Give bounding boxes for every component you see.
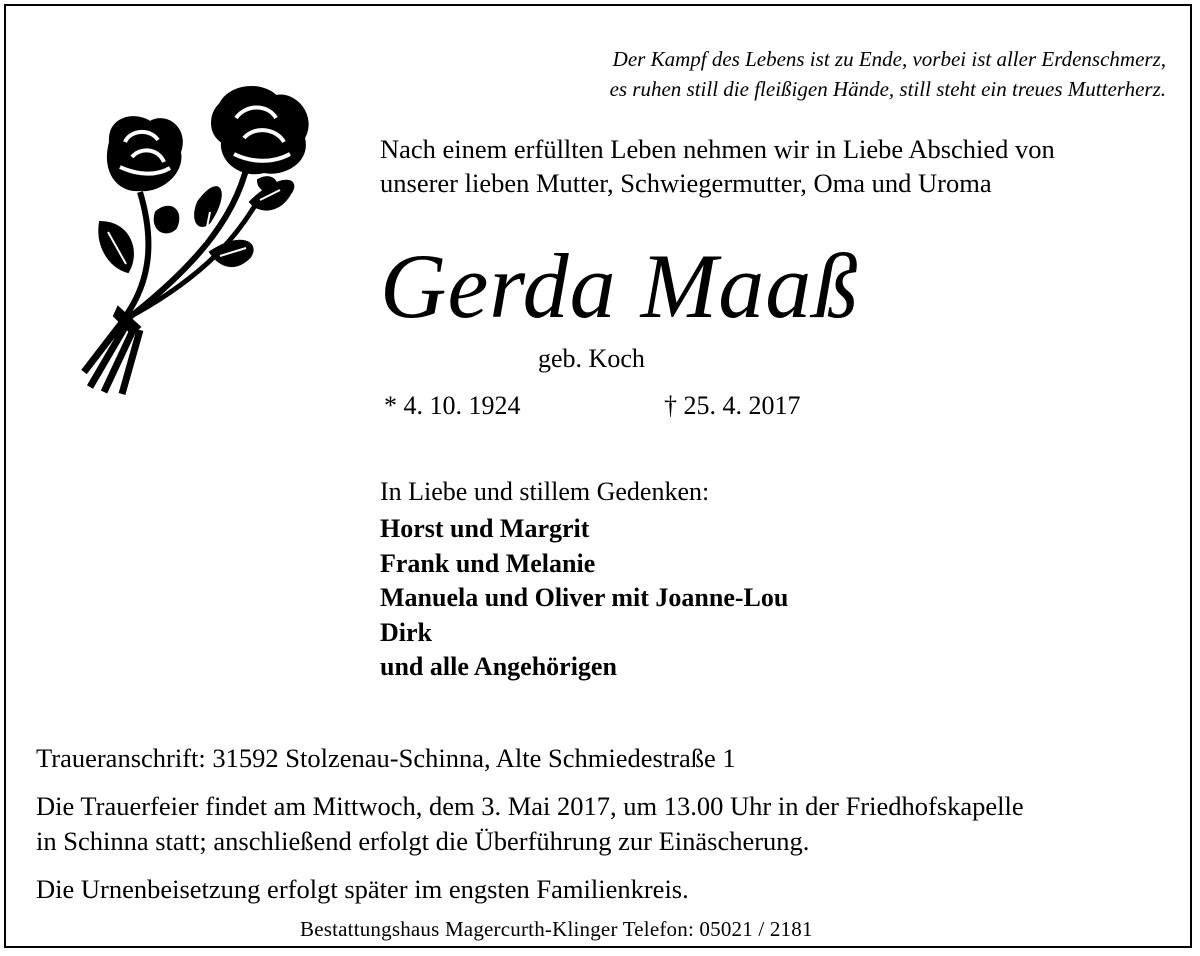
intro-text <box>380 132 1055 200</box>
undertaker-contact: Bestattungshaus Magercurth-Klinger Telefon: 05021 / 2181 <box>300 917 813 941</box>
birth-date: * 4. 10. 1924 <box>384 391 521 420</box>
death-date: † 25. 4. 2017 <box>664 391 801 420</box>
mourner-entry: Manuela und Oliver mit Joanne-Lou <box>380 583 789 612</box>
funeral-service-info <box>36 789 1176 858</box>
service-line-2: in Schinna statt; anschließend erfolgt die Überführung zur Einäscherung. <box>36 825 810 856</box>
service-line-1: Die Trauerfeier findet am Mittwoch, dem 3. Mai 2017, um 13.00 Uhr in der Friedhofskapelle <box>36 791 1024 821</box>
mourners-list <box>380 512 788 685</box>
motto-line-2: es ruhen still die fleißigen Hände, still steht ein treues Mutterherz. <box>609 77 1166 101</box>
mourner-entry: Horst und Margrit <box>380 514 590 543</box>
motto-line-1: Der Kampf des Lebens ist zu Ende, vorbei ist aller Erdenschmerz, <box>612 47 1166 71</box>
intro-line-2: unserer lieben Mutter, Schwiegermutter, Oma und Uroma <box>380 168 992 198</box>
mourner-entry: Frank und Melanie <box>380 548 596 578</box>
mourners-heading: In Liebe und stillem Gedenken: <box>380 477 710 506</box>
mourner-entry: und alle Angehörigen <box>380 652 617 681</box>
motto-verse <box>610 44 1166 104</box>
mourning-address: Traueranschrift: 31592 Stolzenau-Schinna, Alte Schmiedestraße 1 <box>36 743 736 773</box>
maiden-name: geb. Koch <box>538 344 645 373</box>
urn-burial-info: Die Urnenbeisetzung erfolgt später im engsten Familienkreis. <box>36 874 689 904</box>
mourner-entry: Dirk <box>380 617 432 647</box>
deceased-name: Gerda Maaß <box>380 235 860 337</box>
roses-icon <box>80 82 320 402</box>
intro-line-1: Nach einem erfüllten Leben nehmen wir in Liebe Abschied von <box>380 134 1055 164</box>
